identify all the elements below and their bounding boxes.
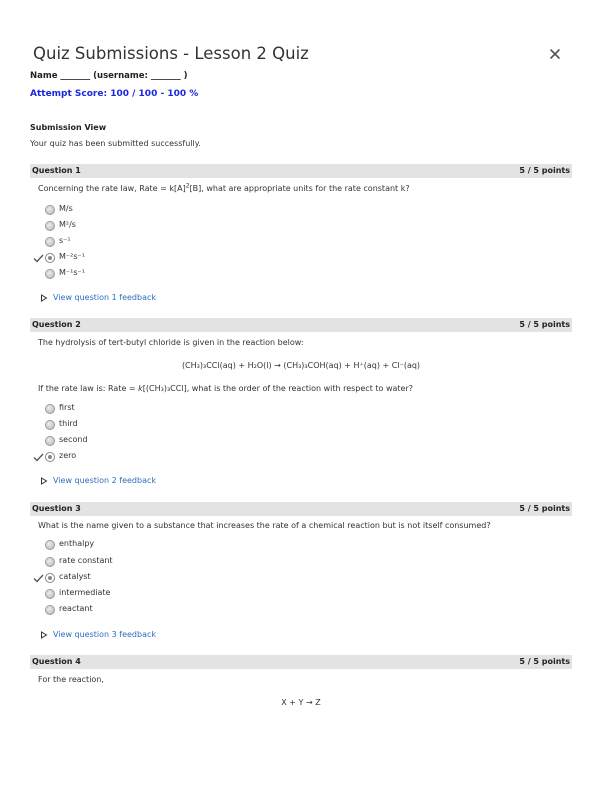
question-header — [30, 502, 572, 516]
option-label: M⁻²s⁻¹ — [59, 252, 85, 261]
checkmark-icon — [33, 453, 44, 462]
radio-button-selected[interactable] — [45, 573, 55, 583]
question-prompt: The hydrolysis of tert-butyl chloride is given in the reaction below: — [38, 338, 304, 347]
radio-button[interactable] — [45, 605, 55, 615]
triangle-right-icon — [40, 631, 48, 639]
question-points: 5 / 5 points — [519, 320, 570, 329]
prompt-part: If the rate law is: Rate = — [38, 384, 139, 393]
feedback-link[interactable]: View question 2 feedback — [53, 476, 157, 485]
radio-button[interactable] — [45, 237, 55, 247]
question-prompt: What is the name given to a substance that increases the rate of a chemical reaction but is not itself consumed? — [38, 521, 491, 530]
question-prompt: For the reaction, — [38, 675, 104, 684]
triangle-right-icon — [40, 477, 48, 485]
radio-button[interactable] — [45, 420, 55, 430]
radio-button[interactable] — [45, 205, 55, 215]
reaction-equation: X + Y → Z — [281, 698, 321, 707]
checkmark-icon — [33, 254, 44, 263]
reaction-equation: (CH₃)₃CCl(aq) + H₂O(l) → (CH₃)₃COH(aq) + H⁺(aq) + Cl⁻(aq) — [181, 361, 421, 370]
close-button[interactable] — [548, 47, 562, 61]
option-label: enthalpy — [59, 539, 95, 548]
prompt-superscript: 2 — [185, 182, 190, 190]
rate-constant-symbol: k — [138, 384, 143, 393]
option-label: rate constant — [59, 556, 113, 565]
option-label: second — [59, 435, 88, 444]
attempt-score: Attempt Score: 100 / 100 - 100 % — [30, 89, 199, 99]
option-label: M/s — [59, 204, 73, 213]
option-label: M²/s — [59, 220, 76, 229]
option-label: M⁻¹s⁻¹ — [59, 268, 85, 277]
triangle-right-icon — [40, 294, 48, 302]
question-title: Question 1 — [32, 166, 81, 175]
name-line: Name _______ (username: _______ ) — [30, 71, 188, 81]
prompt-part: Concerning the rate law, Rate = k[A] — [38, 184, 186, 193]
question-header — [30, 318, 572, 332]
radio-button[interactable] — [45, 589, 55, 599]
radio-button[interactable] — [45, 436, 55, 446]
option-label: reactant — [59, 604, 93, 613]
question-header — [30, 655, 572, 669]
option-label: s⁻¹ — [59, 236, 71, 245]
close-icon[interactable] — [548, 47, 562, 61]
prompt-part: [B], what are appropriate units for the rate constant k? — [189, 184, 410, 193]
question-title: Question 2 — [32, 320, 81, 329]
dialog-title: Quiz Submissions - Lesson 2 Quiz — [33, 44, 309, 63]
question-points: 5 / 5 points — [519, 657, 570, 666]
option-label: catalyst — [59, 572, 91, 581]
submission-view-title: Submission View — [30, 123, 107, 132]
feedback-link[interactable]: View question 1 feedback — [53, 293, 157, 302]
feedback-link[interactable]: View question 3 feedback — [53, 630, 157, 639]
radio-button[interactable] — [45, 540, 55, 550]
radio-button[interactable] — [45, 269, 55, 279]
option-label: zero — [59, 451, 77, 460]
question-title: Question 4 — [32, 657, 81, 666]
prompt-part: [(CH₃)₃CCl], what is the order of the reaction with respect to water? — [142, 384, 413, 393]
question-points: 5 / 5 points — [519, 166, 570, 175]
checkmark-icon — [33, 574, 44, 583]
option-label: intermediate — [59, 588, 111, 597]
radio-button[interactable] — [45, 221, 55, 231]
radio-button[interactable] — [45, 404, 55, 414]
question-prompt-2 — [38, 384, 413, 393]
radio-button-selected[interactable] — [45, 452, 55, 462]
question-header — [30, 164, 572, 178]
submission-message: Your quiz has been submitted successfully. — [30, 139, 201, 148]
option-label: third — [59, 419, 78, 428]
question-points: 5 / 5 points — [519, 504, 570, 513]
radio-button[interactable] — [45, 557, 55, 567]
option-label: first — [59, 403, 75, 412]
radio-button-selected[interactable] — [45, 253, 55, 263]
question-title: Question 3 — [32, 504, 81, 513]
question-prompt — [38, 184, 410, 193]
